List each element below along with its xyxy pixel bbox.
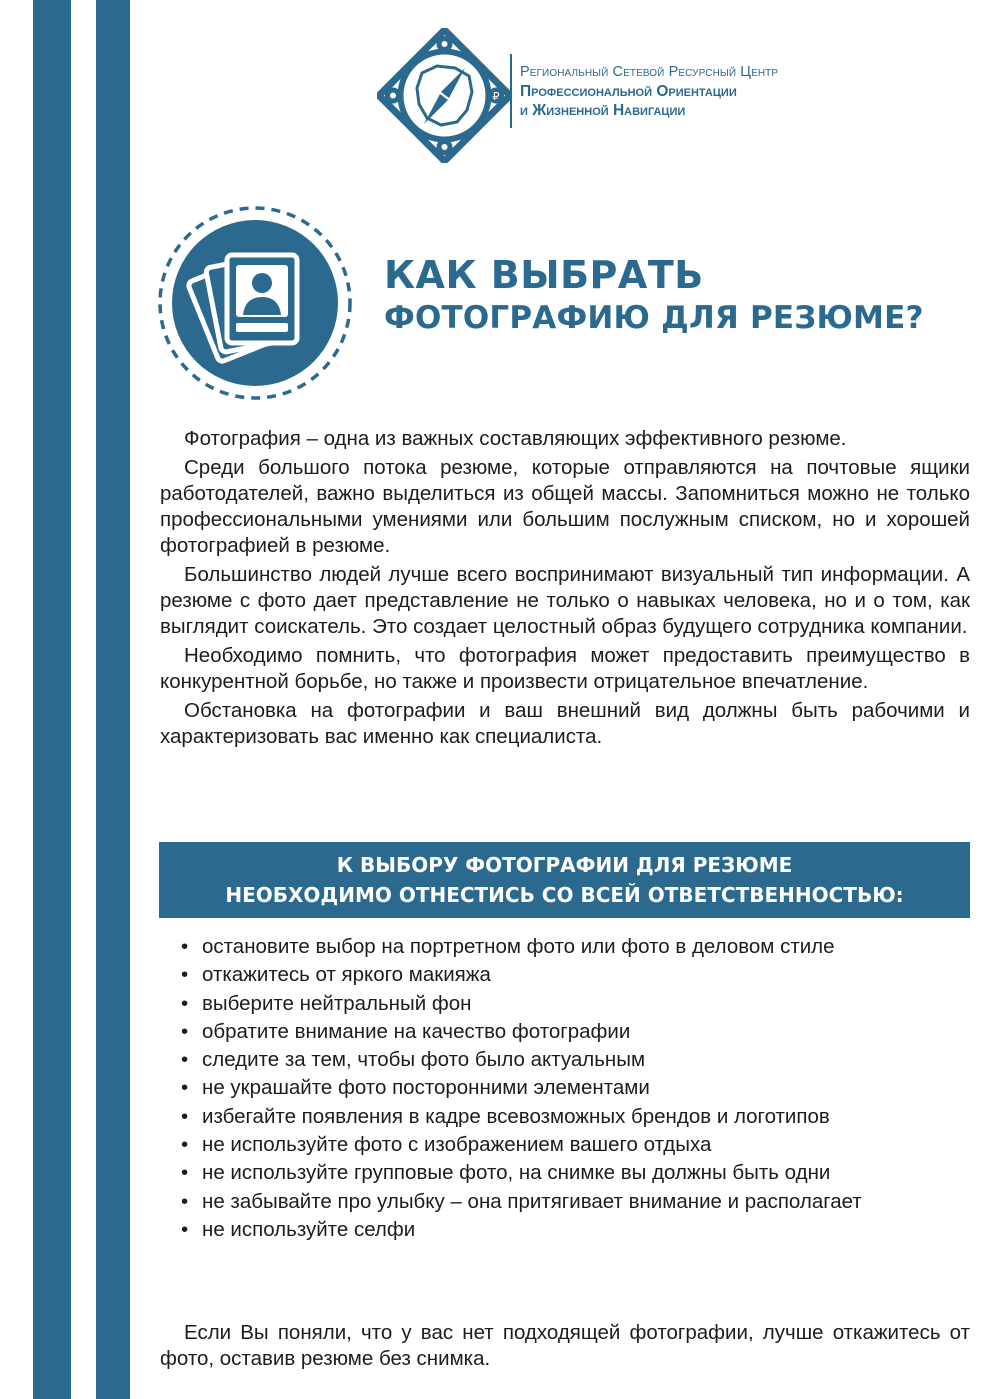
list-item-text: не используйте фото с изображением вашего отдыха [202, 1133, 712, 1157]
list-item [178, 1217, 970, 1243]
list-item [178, 1132, 970, 1158]
list-item [178, 1189, 970, 1215]
bullet-icon: • [181, 1189, 189, 1213]
list-item [178, 1047, 970, 1073]
left-decor-stripe-wide [33, 0, 71, 1399]
section-banner-line2: НЕОБХОДИМО ОТНЕСТИСЬ СО ВСЕЙ ОТВЕТСТВЕННОСТЬЮ: [225, 883, 904, 907]
bullet-icon: • [181, 991, 189, 1015]
tips-list [178, 934, 970, 1245]
bullet-icon: • [181, 1104, 189, 1128]
list-item [178, 934, 970, 960]
list-item-text: не используйте групповые фото, на снимке вы должны быть одни [202, 1161, 831, 1185]
list-item [178, 962, 970, 988]
bullet-icon: • [181, 935, 189, 958]
list-item [178, 1019, 970, 1045]
list-item-text: избегайте появления в кадре всевозможных брендов и логотипов [202, 1104, 830, 1128]
organization-name-line2: Профессиональной Ориентации [520, 82, 737, 100]
list-item [178, 1104, 970, 1130]
svg-text:₽: ₽ [492, 90, 500, 103]
organization-name-line3: и Жизненной Навигации [520, 101, 686, 119]
intro-paragraph: Большинство людей лучше всего воспринимают визуальный тип информации. А резюме с фото дает представление не только о навыках человека, но и о том, как выглядит соискатель. Это создает целостный образ будущего сотрудника компании. [160, 563, 970, 638]
list-item-text: остановите выбор на портретном фото или фото в деловом стиле [202, 935, 835, 958]
photo-cards-portrait-icon [157, 205, 353, 401]
bullet-icon: • [181, 1133, 189, 1157]
left-decor-stripe-narrow [96, 0, 130, 1399]
organization-name [510, 54, 778, 128]
intro-paragraph: Необходимо помнить, что фотография может предоставить преимущество в конкурентной борьбе, но также и произвести отрицательное впечатление. [160, 644, 970, 693]
bullet-icon: • [181, 1217, 189, 1241]
list-item [178, 991, 970, 1017]
list-item [178, 1075, 970, 1101]
list-item-text: не украшайте фото посторонними элементами [202, 1076, 650, 1100]
bullet-icon: • [181, 1048, 189, 1072]
compass-map-emblem-icon [377, 28, 512, 163]
list-item-text: не забывайте про улыбку – она притягивает внимание и располагает [202, 1189, 862, 1213]
bullet-icon: • [181, 1076, 189, 1100]
list-item-text: не используйте селфи [202, 1217, 416, 1241]
bullet-icon: • [181, 1019, 189, 1043]
intro-paragraph: Фотография – одна из важных составляющих эффективного резюме. [184, 427, 847, 450]
list-item-text: выберите нейтральный фон [202, 991, 472, 1015]
page-title-line1: КАК ВЫБРАТЬ [384, 253, 704, 297]
page-title-line2: ФОТОГРАФИЮ ДЛЯ РЕЗЮМЕ? [384, 300, 924, 336]
intro-paragraph: Обстановка на фотографии и ваш внешний вид должны быть рабочими и характеризовать вас именно как специалиста. [160, 699, 970, 748]
list-item-text: откажитесь от яркого макияжа [202, 963, 491, 987]
closing-paragraph: Если Вы поняли, что у вас нет подходящей фотографии, лучше откажитесь от фото, оставив резюме без снимка. [160, 1321, 970, 1370]
section-banner-line1: К ВЫБОРУ ФОТОГРАФИИ ДЛЯ РЕЗЮМЕ [336, 853, 793, 877]
bullet-icon: • [181, 1161, 189, 1185]
section-banner [159, 842, 970, 918]
intro-text [160, 426, 970, 753]
list-item [178, 1160, 970, 1186]
list-item-text: следите за тем, чтобы фото было актуальным [202, 1048, 646, 1072]
intro-paragraph: Среди большого потока резюме, которые отправляются на почтовые ящики работодателей, важно выделиться из общей массы. Запомниться можно не только профессиональными умениями или большим послужным списком, но и хорошей фотографией в резюме. [160, 456, 970, 557]
list-item-text: обратите внимание на качество фотографии [202, 1019, 631, 1043]
page-title [384, 252, 924, 338]
bullet-icon: • [181, 963, 189, 987]
organization-name-line1: Региональный Сетевой Ресурсный Центр [520, 63, 779, 80]
